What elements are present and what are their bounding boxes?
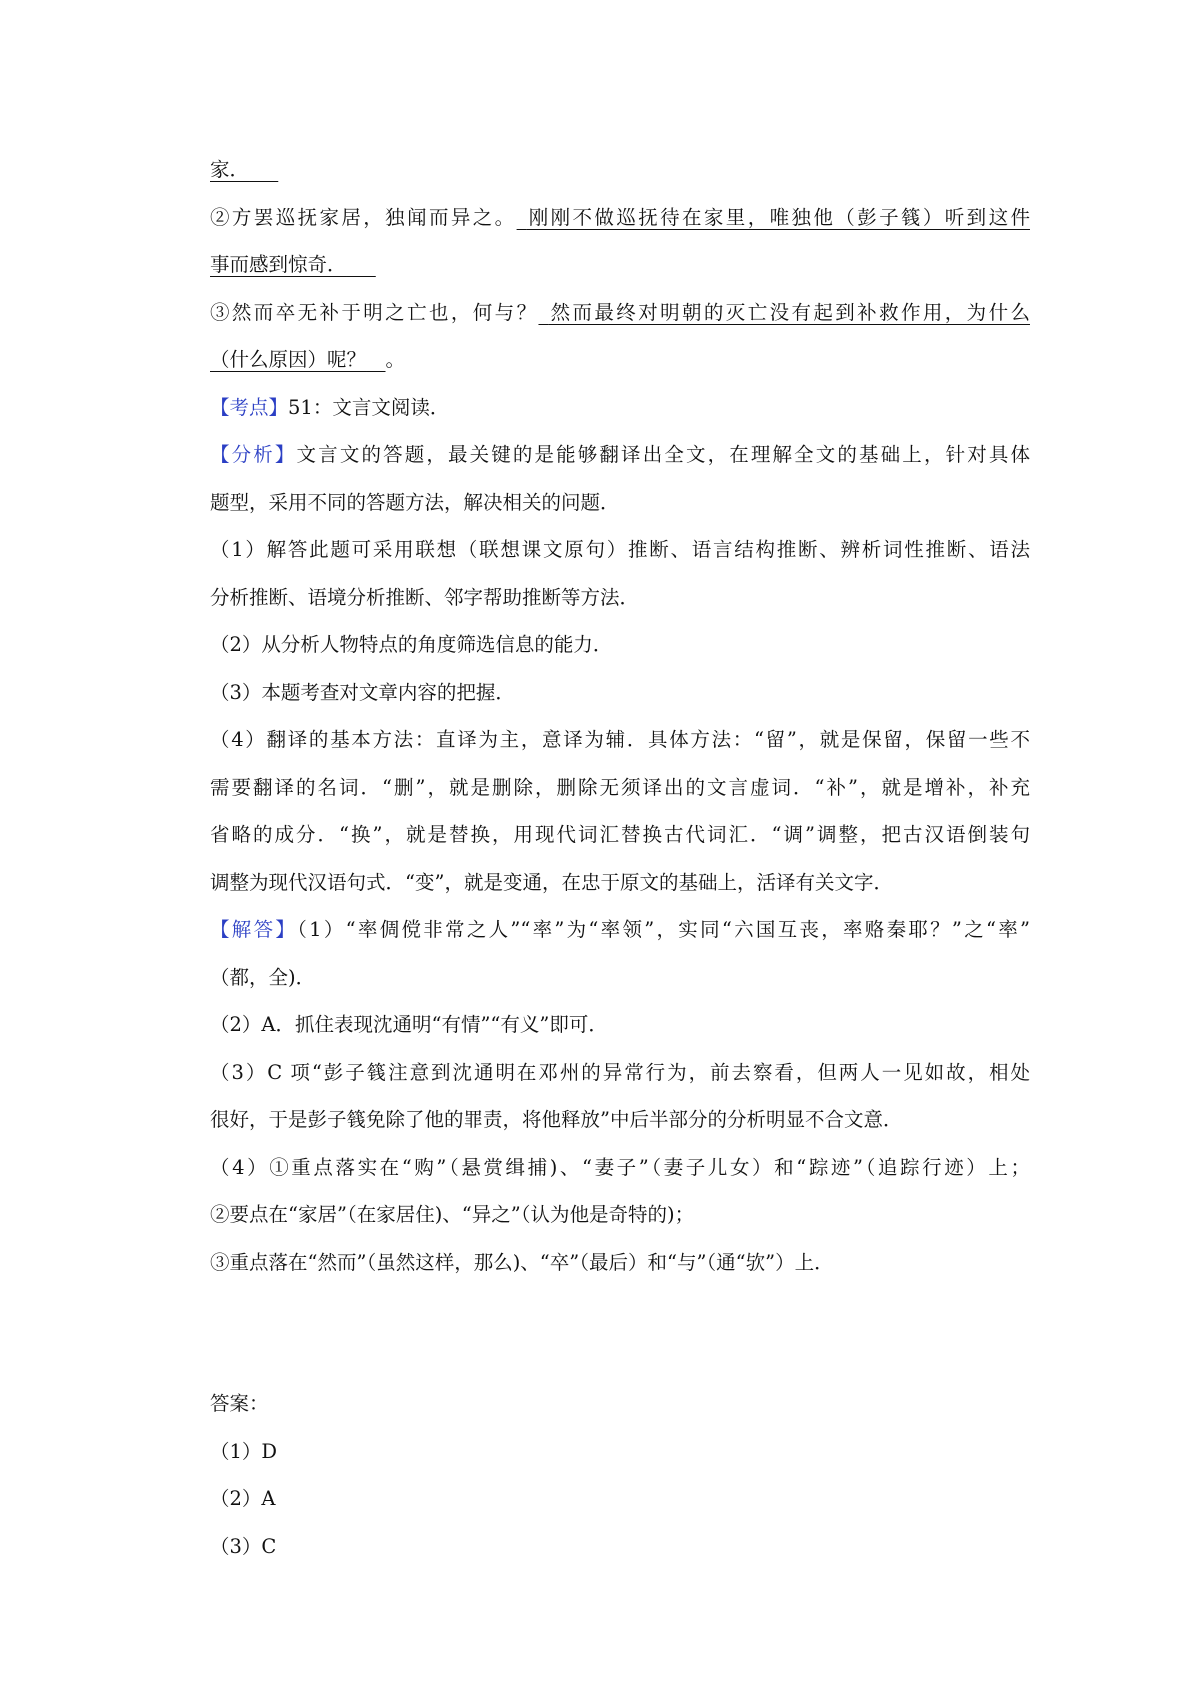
jieda-tag: 【解答】	[210, 918, 298, 941]
q4-line0	[210, 146, 1030, 194]
fenxi-p4c: 省略的成分．“换”，就是替换，用现代词汇替换古代词汇．“调”调整，把古汉语倒装句	[210, 823, 1030, 846]
jieda-p2: （2）A．抓住表现沈通明“有情”“有义”即可．	[210, 1013, 608, 1036]
answer-text: （什么原因）呢？	[210, 348, 367, 371]
answers-label: 答案：	[210, 1392, 269, 1415]
answer-item: （1）D	[210, 1439, 278, 1463]
kaodian-line	[210, 384, 1030, 432]
answer-text: 刚刚不做巡抚待在家里，唯独他（彭子篯）听到这件	[526, 205, 1030, 229]
fenxi-line1	[210, 431, 1030, 479]
q4-item2-line1	[210, 194, 1030, 242]
answer-text: 然而最终对明朝的灭亡没有起到补救作用，为什么	[548, 300, 1030, 324]
answer-text: 事而感到惊奇．	[210, 253, 347, 276]
jieda-p4c: ③重点落在“然而”（虽然这样，那么)、“卒”（最后）和“与”（通“欤”）上．	[210, 1250, 834, 1274]
fenxi-p2: （2）从分析人物特点的角度筛选信息的能力．	[210, 633, 613, 656]
question-tail: 。	[385, 348, 406, 371]
jieda-line2: （都，全)．	[210, 965, 316, 989]
q4-item3-line2	[210, 336, 1030, 384]
jieda-p3a: （3）C 项“彭子篯注意到沈通明在邓州的异常行为，前去察看，但两人一见如故，相处	[210, 1060, 1030, 1084]
answer-text: 家．	[210, 158, 250, 181]
q4-item3-line1	[210, 289, 1030, 337]
fenxi-text: 文言文的答题，最关键的是能够翻译出全文，在理解全文的基础上，针对具体	[296, 443, 1030, 466]
document-body	[210, 146, 1030, 1570]
fenxi-line2: 题型，采用不同的答题方法，解决相关的问题．	[210, 490, 620, 514]
jieda-text: （1）“率倜傥非常之人”“率”为“率领”，实同“六国互丧，率赂秦耶？”之“率”	[297, 918, 1030, 941]
question-text: ③然而卒无补于明之亡也，何与？	[210, 300, 539, 324]
fenxi-p1a: （1）解答此题可采用联想（联想课文原句）推断、语言结构推断、辨析词性推断、语法	[210, 538, 1030, 561]
question-text: ②方罢巡抚家居，独闻而异之。	[210, 205, 517, 229]
jieda-line1	[210, 906, 1030, 954]
q4-item2-line2	[210, 241, 1030, 289]
fenxi-p4d: 调整为现代汉语句式．“变”，就是变通，在忠于原文的基础上，活译有关文字．	[210, 870, 893, 894]
answer-item: （2）A	[210, 1487, 276, 1510]
answer-item: （3）C	[210, 1534, 277, 1558]
jieda-p4b: ②要点在“家居”（在家居住)、“异之”（认为他是奇特的)；	[210, 1203, 695, 1226]
kaodian-tag: 【考点】	[210, 395, 289, 419]
kaodian-text: 51：文言文阅读．	[288, 395, 450, 419]
fenxi-tag: 【分析】	[210, 443, 297, 466]
jieda-p4a: （4）①重点落实在“购”（悬赏缉捕)、“妻子”（妻子儿女）和“踪迹”（追踪行迹）上；	[210, 1155, 1030, 1179]
fenxi-p4b: 需要翻译的名词．“删”，就是删除，删除无须译出的文言虚词．“补”，就是增补，补充	[210, 775, 1030, 799]
fenxi-p1b: 分析推断、语境分析推断、邻字帮助推断等方法．	[210, 585, 640, 609]
fenxi-p3: （3）本题考查对文章内容的把握．	[210, 680, 515, 704]
fenxi-p4a: （4）翻译的基本方法：直译为主，意译为辅．具体方法：“留”，就是保留，保留一些不	[210, 728, 1030, 751]
jieda-p3b: 很好，于是彭子篯免除了他的罪责，将他释放”中后半部分的分析明显不合文意．	[210, 1108, 903, 1131]
